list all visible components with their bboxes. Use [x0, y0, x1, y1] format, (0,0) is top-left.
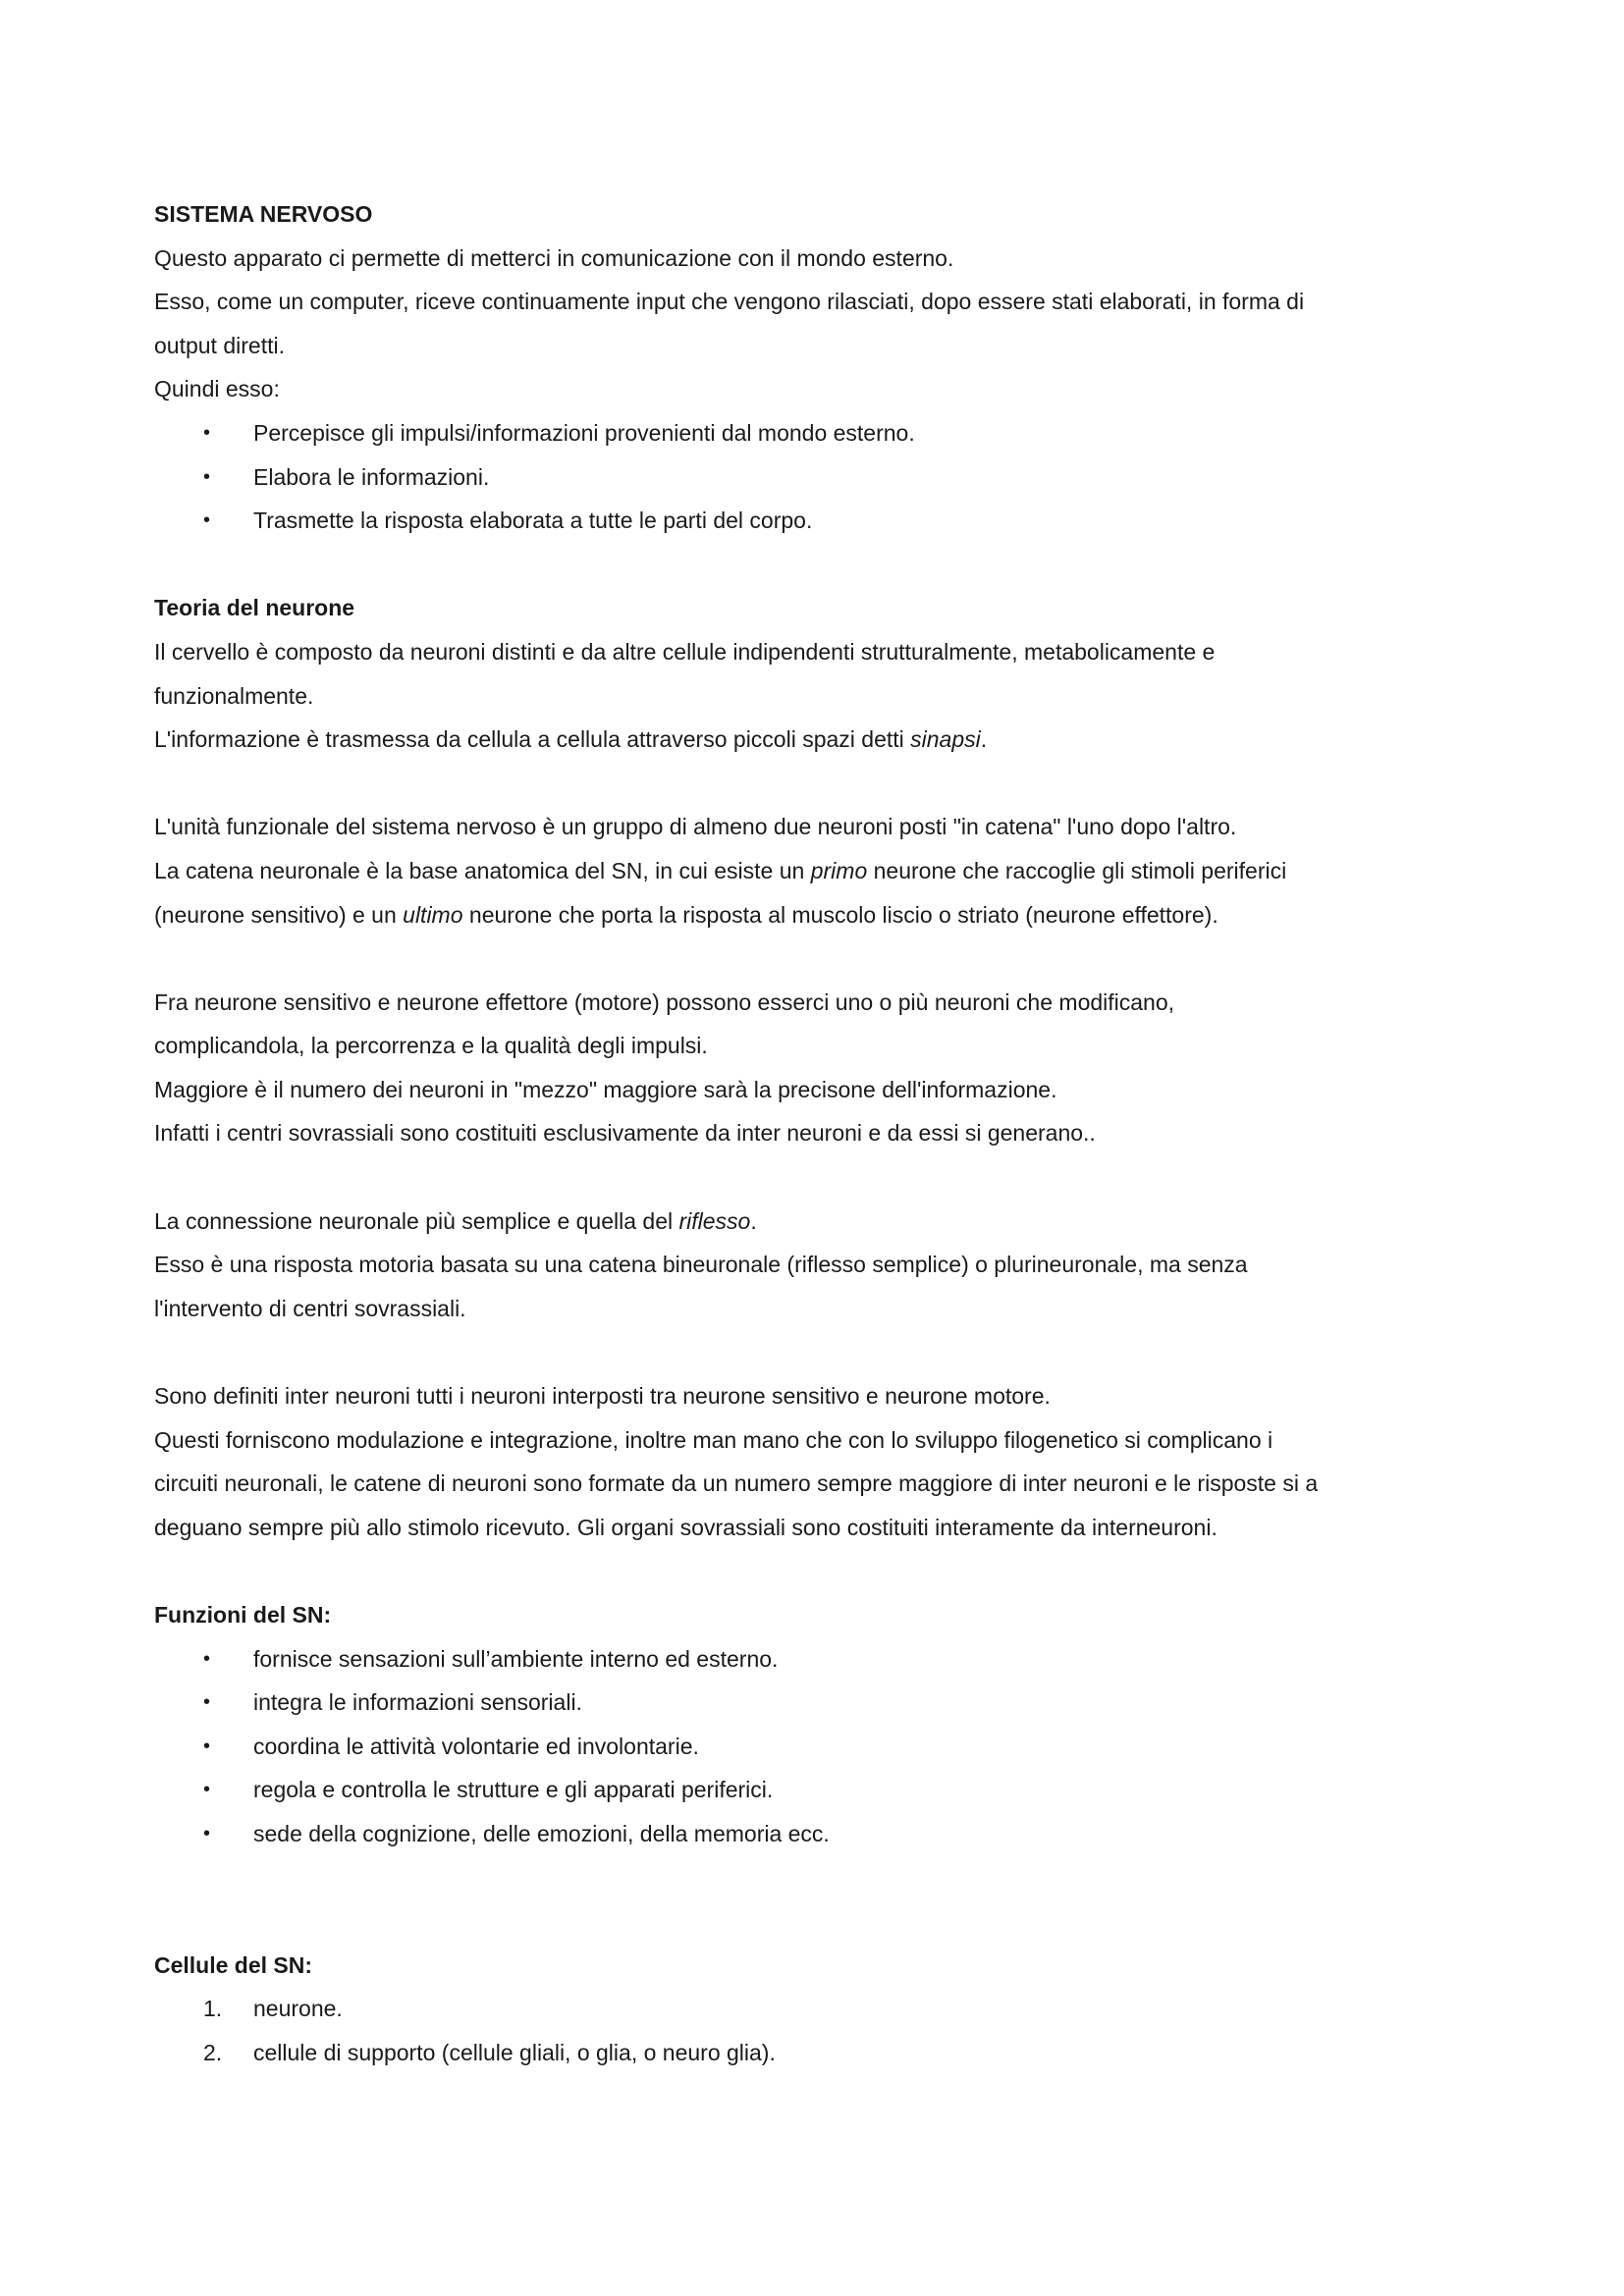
bullet-icon: •: [203, 1779, 211, 1801]
list-item: • integra le informazioni sensoriali.: [154, 1681, 1489, 1725]
riflesso-line-1: La connessione neuronale più semplice e quella del riflesso.: [154, 1207, 757, 1234]
intro-line-4: Quindi esso:: [154, 376, 280, 402]
intro-line-1: Questo apparato ci permette di metterci in comunicazione con il mondo esterno.: [154, 244, 954, 271]
fra-line-4: Infatti i centri sovrassiali sono costituiti esclusivamente da inter neuroni e da essi si generano..: [154, 1120, 1096, 1147]
page-title: SISTEMA NERVOSO: [154, 201, 373, 227]
cellule-numbered-list: [154, 1987, 1489, 2074]
intro-line-2: Esso, come un computer, riceve continuamente input che vengono rilasciati, dopo essere stati elaborati, in forma di: [154, 289, 1305, 315]
bullet-icon: •: [203, 465, 211, 488]
bullet-icon: •: [203, 1735, 211, 1757]
unita-line-1: L'unità funzionale del sistema nervoso è un gruppo di almeno due neuroni posti "in catena" l'uno dopo l'altro.: [154, 814, 1237, 840]
list-item: 1. neurone.: [154, 1987, 1489, 2031]
intro-bullet-list: [154, 411, 1489, 543]
bullet-icon: •: [203, 421, 211, 444]
list-item: • Percepisce gli impulsi/informazioni provenienti dal mondo esterno.: [154, 411, 1489, 455]
unita-line-3: (neurone sensitivo) e un ultimo neurone che porta la risposta al muscolo liscio o striato (neurone effettore).: [154, 901, 1218, 928]
riflesso-line-2: Esso è una risposta motoria basata su una catena bineuronale (riflesso semplice) o plurineuronale, ma senza: [154, 1252, 1248, 1278]
funzioni-bullet-list: [154, 1637, 1489, 1856]
fra-line-1: Fra neurone sensitivo e neurone effettore (motore) possono esserci uno o più neuroni che modificano,: [154, 988, 1175, 1015]
list-number: 1.: [203, 1996, 223, 2022]
list-item: • coordina le attività volontarie ed involontarie.: [154, 1725, 1489, 1769]
section-heading-cellule: Cellule del SN:: [154, 1951, 313, 1978]
teoria-line-3: L'informazione è trasmessa da cellula a cellula attraverso piccoli spazi detti sinapsi.: [154, 726, 988, 753]
intro-line-3: output diretti.: [154, 332, 285, 358]
inter-line-3: circuiti neuronali, le catene di neuroni sono formate da un numero sempre maggiore di inter neuroni e le risposte si a: [154, 1470, 1319, 1497]
list-item: • regola e controlla le strutture e gli apparati periferici.: [154, 1768, 1489, 1812]
list-number: 2.: [203, 2039, 223, 2065]
bullet-icon: •: [203, 1822, 211, 1844]
riflesso-line-3: l'intervento di centri sovrassiali.: [154, 1295, 466, 1321]
inter-line-2: Questi forniscono modulazione e integrazione, inoltre man mano che con lo sviluppo filogenetico si complicano i: [154, 1426, 1273, 1453]
teoria-line-1: Il cervello è composto da neuroni distinti e da altre cellule indipendenti strutturalmente, metabolicamente e: [154, 638, 1216, 665]
fra-line-3: Maggiore è il numero dei neuroni in "mezzo" maggiore sarà la precisone dell'informazione.: [154, 1076, 1057, 1102]
list-item: • fornisce sensazioni sull’ambiente interno ed esterno.: [154, 1637, 1489, 1682]
list-item: • Trasmette la risposta elaborata a tutte le parti del corpo.: [154, 499, 1489, 543]
bullet-icon: •: [203, 1647, 211, 1670]
list-item: • Elabora le informazioni.: [154, 455, 1489, 500]
inter-line-1: Sono definiti inter neuroni tutti i neuroni interposti tra neurone sensitivo e neurone motore.: [154, 1383, 1051, 1410]
list-item: 2. cellule di supporto (cellule gliali, o glia, o neuro glia).: [154, 2031, 1489, 2075]
unita-line-2: La catena neuronale è la base anatomica del SN, in cui esiste un primo neurone che raccoglie gli stimoli periferici: [154, 857, 1287, 883]
fra-line-2: complicandola, la percorrenza e la qualità degli impulsi.: [154, 1033, 708, 1059]
teoria-line-2: funzionalmente.: [154, 682, 314, 709]
inter-line-4: deguano sempre più allo stimolo ricevuto. Gli organi sovrassiali sono costituiti interamente da interneuroni.: [154, 1514, 1218, 1540]
section-heading-teoria: Teoria del neurone: [154, 595, 355, 621]
list-item: • sede della cognizione, delle emozioni, della memoria ecc.: [154, 1812, 1489, 1856]
section-heading-funzioni: Funzioni del SN:: [154, 1602, 332, 1628]
document-page: [154, 192, 1489, 2075]
bullet-icon: •: [203, 1691, 211, 1714]
bullet-icon: •: [203, 509, 211, 532]
